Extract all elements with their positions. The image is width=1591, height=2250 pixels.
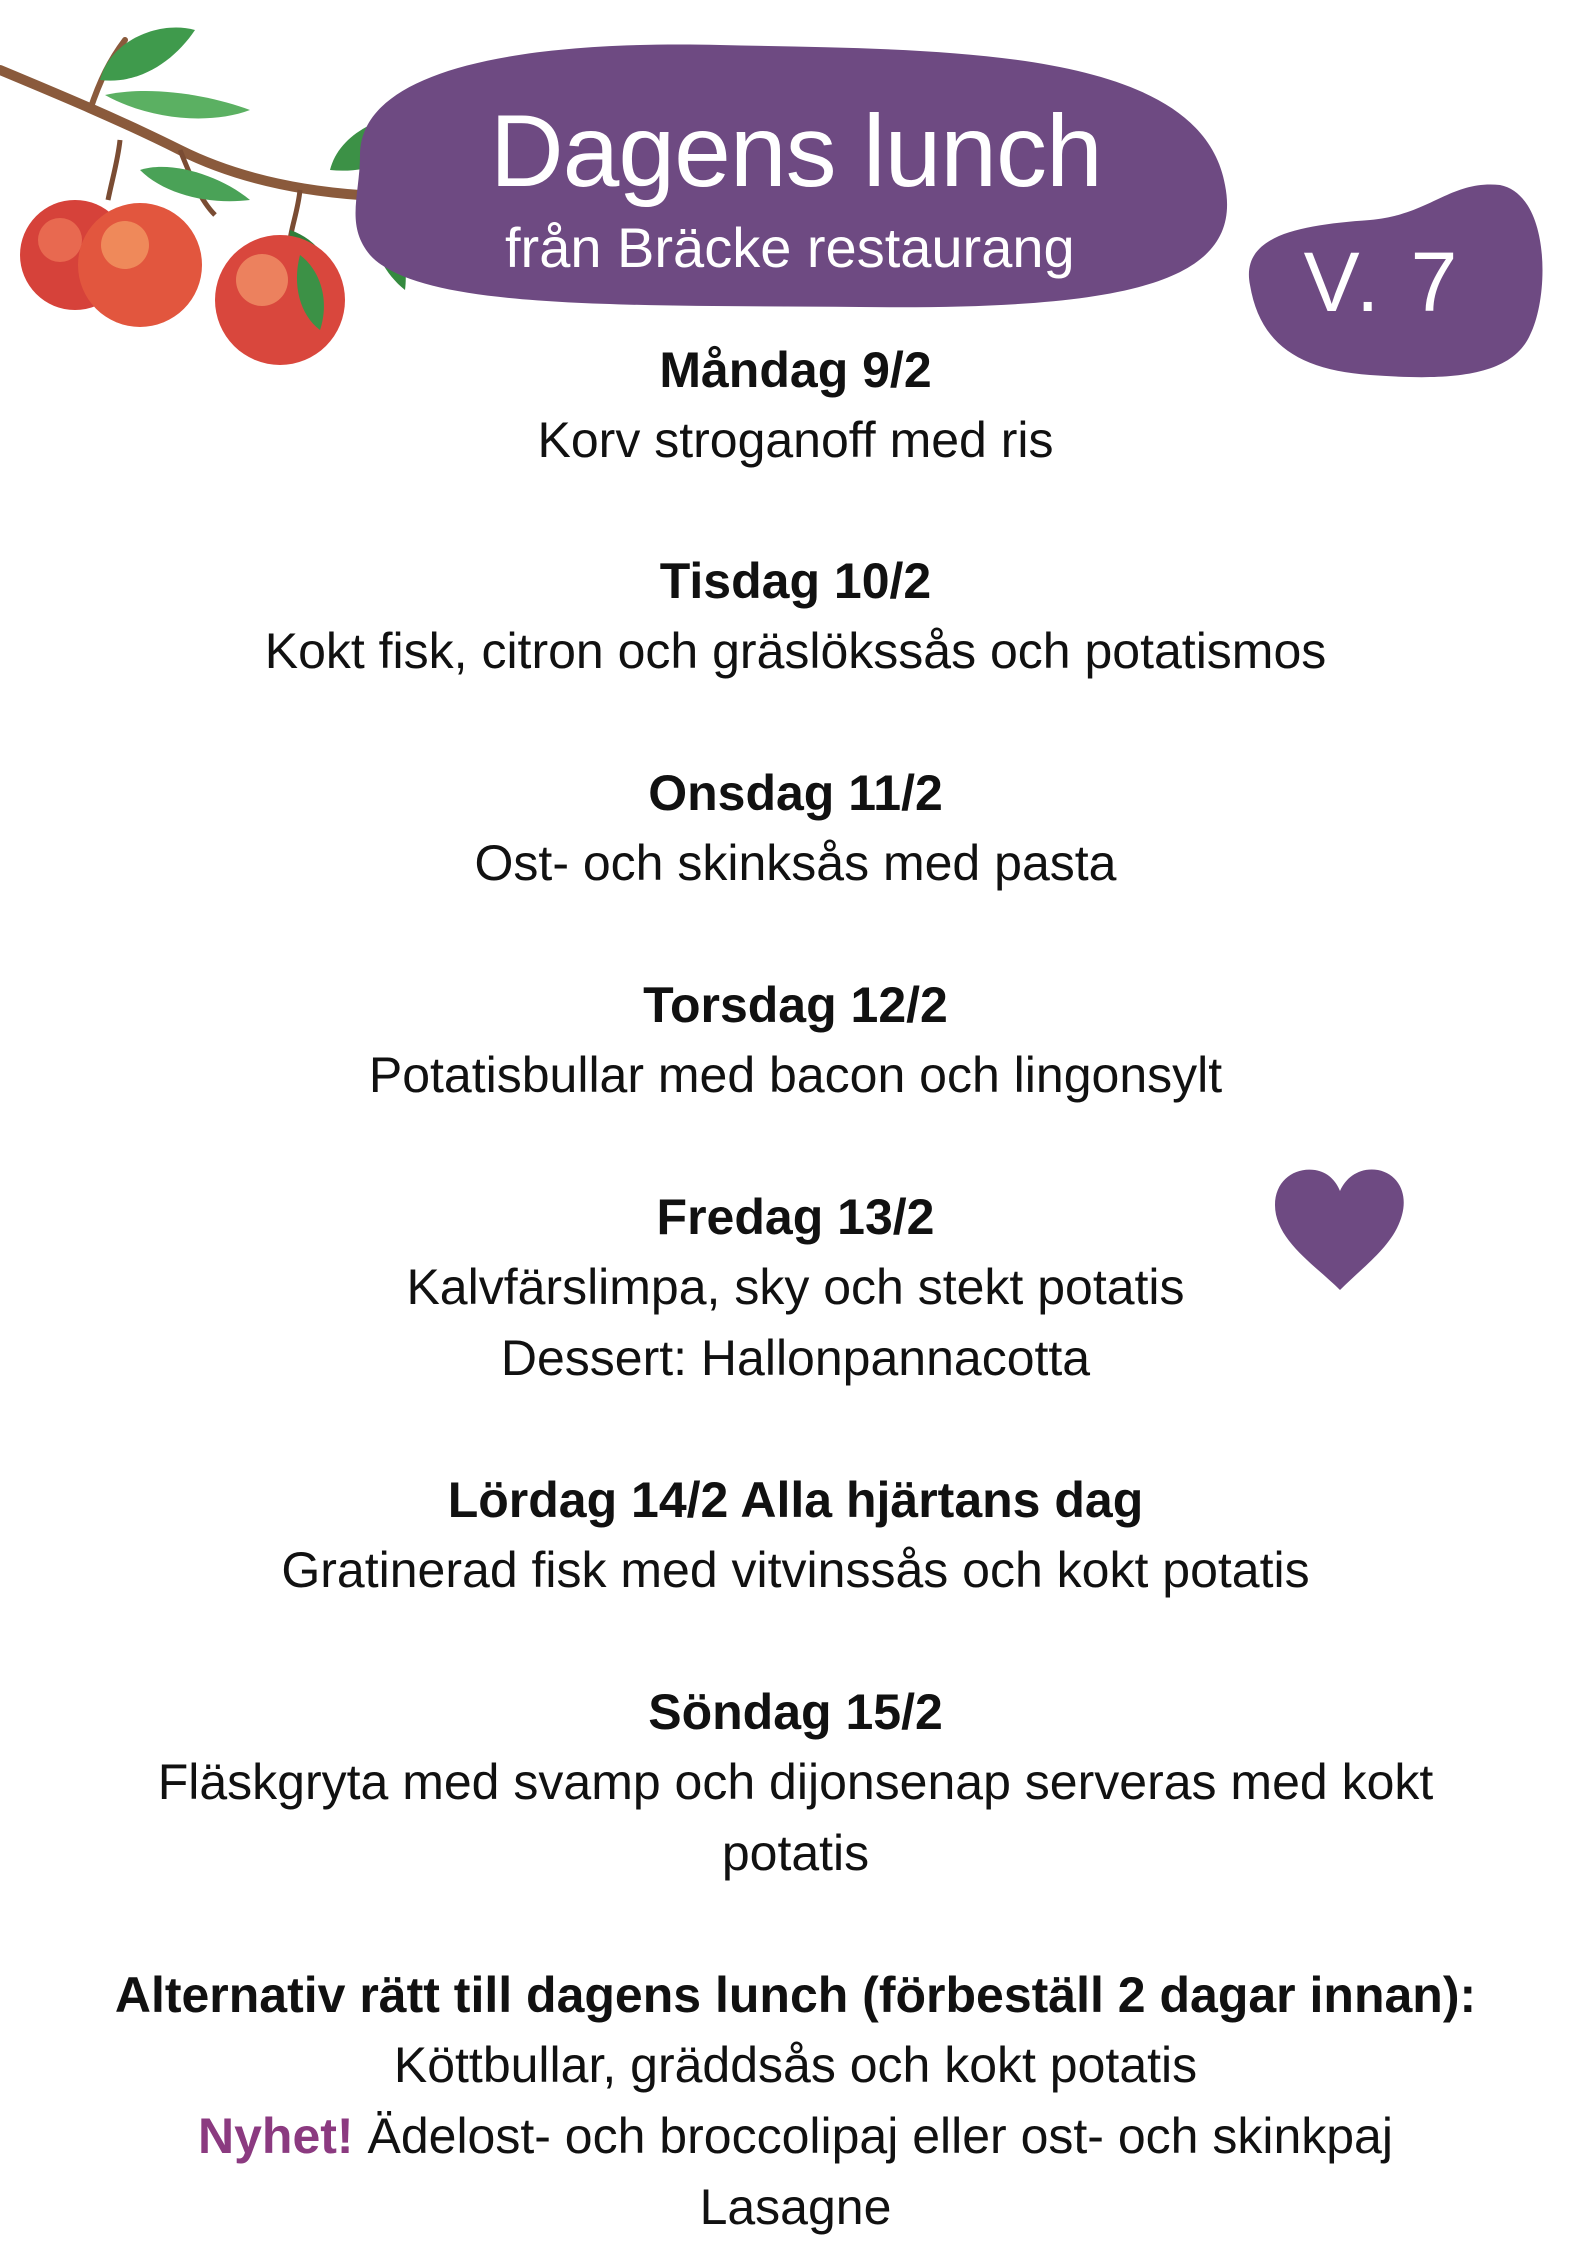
day-title: Måndag 9/2 (659, 342, 932, 398)
dessert: Dessert: Hallonpannacotta (500, 1330, 1091, 1386)
day-title: Lördag 14/2 Alla hjärtans dag (447, 1472, 1144, 1528)
dish-continued: potatis (721, 1825, 870, 1881)
day-tuesday (0, 546, 1591, 687)
day-monday (0, 335, 1591, 476)
day-title: Onsdag 11/2 (648, 765, 943, 821)
day-title: Tisdag 10/2 (659, 553, 932, 609)
dish: Fläskgryta med svamp och dijonsenap serveras med kokt (157, 1754, 1434, 1810)
alternative-dish: Köttbullar, gräddsås och kokt potatis (393, 2037, 1198, 2093)
dish: Ost- och skinksås med pasta (474, 835, 1117, 891)
news-label: Nyhet! (198, 2108, 354, 2164)
day-title: Torsdag 12/2 (643, 977, 948, 1033)
dish: Gratinerad fisk med vitvinssås och kokt potatis (281, 1542, 1310, 1598)
day-wednesday (0, 758, 1591, 899)
day-saturday (0, 1465, 1591, 1606)
page-title: Dagens lunch (490, 94, 1102, 208)
dish: Kalvfärslimpa, sky och stekt potatis (406, 1259, 1185, 1315)
day-friday (0, 1182, 1591, 1394)
dish: Kokt fisk, citron och gräslökssås och potatismos (264, 623, 1327, 679)
day-title: Fredag 13/2 (656, 1189, 935, 1245)
page-subtitle: från Bräcke restaurang (505, 216, 1075, 279)
alternative-dish: Lasagne (699, 2179, 892, 2235)
day-title: Söndag 15/2 (648, 1684, 943, 1740)
day-thursday (0, 970, 1591, 1111)
alternative-news-line (0, 2101, 1591, 2172)
alternative-title: Alternativ rätt till dagens lunch (förbeställ 2 dagar innan): (114, 1967, 1477, 2023)
dish: Korv stroganoff med ris (537, 412, 1054, 468)
alternative-section (0, 1960, 1591, 2243)
news-text: Ädelost- och broccolipaj eller ost- och skinkpaj (353, 2108, 1393, 2164)
week-label: V. 7 (1303, 235, 1462, 329)
day-sunday (0, 1677, 1591, 1889)
dish: Potatisbullar med bacon och lingonsylt (368, 1047, 1223, 1103)
